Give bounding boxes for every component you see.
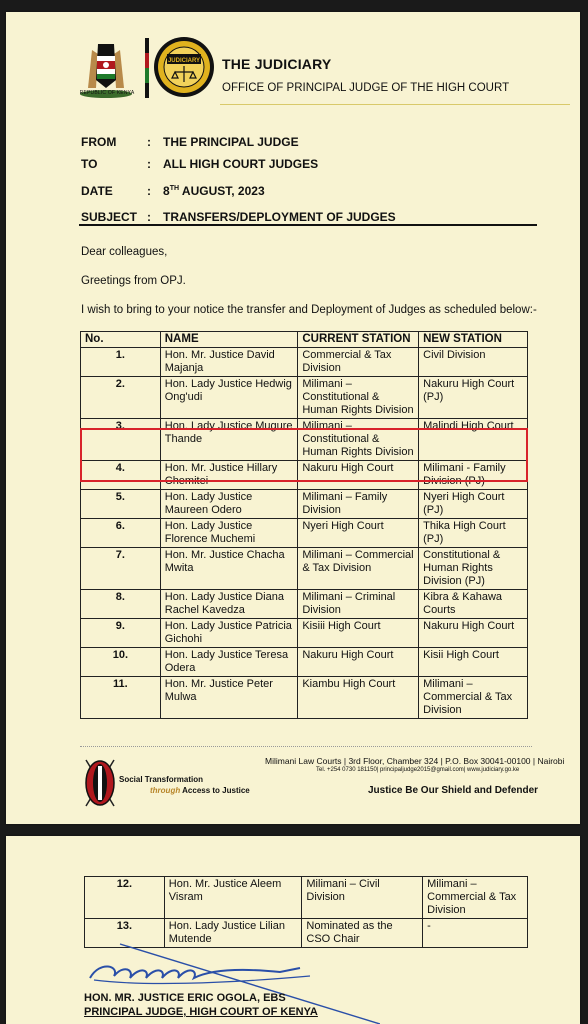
footer-contact: Tel. +254 0730 181150| principaljudge2015@gmail.com| www.judiciary.go.ke: [316, 767, 520, 773]
cell-name: Hon. Mr. Justice Chacha Mwita: [160, 548, 298, 590]
kenya-flag-stripes: [145, 38, 149, 98]
cell-name: Hon. Lady Justice Hedwig Ong'udi: [160, 377, 298, 419]
cell-current-station: Milimani – Constitutional & Human Rights Division: [298, 419, 419, 461]
cell-current-station: Milimani – Commercial & Tax Division: [298, 548, 419, 590]
table-row: [81, 348, 528, 377]
cell-name: Hon. Lady Justice Maureen Odero: [160, 490, 298, 519]
tagline-line1: Social Transformation: [119, 775, 204, 784]
cell-name: Hon. Lady Justice Mugure Thande: [160, 419, 298, 461]
cell-new-station: -: [423, 919, 528, 948]
signatory-name: HON. MR. JUSTICE ERIC OGOLA, EBS: [84, 992, 286, 1004]
to-colon: :: [147, 157, 151, 171]
judiciary-seal-icon: [153, 36, 215, 98]
footer-motto: Justice Be Our Shield and Defender: [368, 785, 539, 796]
header-current-station: CURRENT STATION: [298, 332, 419, 348]
cell-new-station: Milimani – Commercial & Tax Division: [419, 677, 528, 719]
cell-no: 11.: [81, 677, 161, 719]
cell-current-station: Milimani – Criminal Division: [298, 590, 419, 619]
cell-current-station: Kisiii High Court: [298, 619, 419, 648]
cell-no: 6.: [81, 519, 161, 548]
cell-name: Hon. Lady Justice Patricia Gichohi: [160, 619, 298, 648]
cell-new-station: Nakuru High Court (PJ): [419, 377, 528, 419]
cell-no: 12.: [85, 877, 165, 919]
date-day: 8: [163, 184, 170, 198]
cell-new-station: Nyeri High Court (PJ): [419, 490, 528, 519]
table-row: [81, 490, 528, 519]
cell-no: 4.: [81, 461, 161, 490]
cell-no: 1.: [81, 348, 161, 377]
date-value: [163, 184, 265, 198]
footer-rule: [80, 746, 532, 747]
cell-no: 3.: [81, 419, 161, 461]
from-label: FROM: [81, 135, 117, 149]
cell-no: 9.: [81, 619, 161, 648]
cell-no: 2.: [81, 377, 161, 419]
header-rule: [220, 104, 570, 105]
seal-text: JUDICIARY: [167, 58, 201, 64]
salutation: Dear colleagues,: [81, 246, 168, 258]
cell-current-station: Milimani – Constitutional & Human Rights Division: [298, 377, 419, 419]
table-header-row: [81, 332, 528, 348]
subject-rule: [79, 224, 537, 226]
tagline-through: through: [150, 786, 181, 795]
tagline-access: Access to Justice: [180, 786, 250, 795]
cell-current-station: Nominated as the CSO Chair: [302, 919, 423, 948]
cell-new-station: Nakuru High Court: [419, 619, 528, 648]
cell-name: Hon. Lady Justice Florence Muchemi: [160, 519, 298, 548]
cell-name: Hon. Lady Justice Diana Rachel Kavedza: [160, 590, 298, 619]
shield-spears-icon: [82, 756, 118, 810]
cell-current-station: Nyeri High Court: [298, 519, 419, 548]
header-title: THE JUDICIARY: [222, 56, 332, 72]
cell-new-station: Constitutional & Human Rights Division (PJ): [419, 548, 528, 590]
to-value: ALL HIGH COURT JUDGES: [163, 157, 319, 171]
cell-no: 8.: [81, 590, 161, 619]
cell-no: 5.: [81, 490, 161, 519]
cell-new-station: Kibra & Kahawa Courts: [419, 590, 528, 619]
header-no: No.: [81, 332, 161, 348]
from-value: THE PRINCIPAL JUDGE: [163, 135, 299, 149]
table-row: [81, 377, 528, 419]
signatory-title: PRINCIPAL JUDGE, HIGH COURT OF KENYA: [84, 1006, 318, 1018]
cell-no: 7.: [81, 548, 161, 590]
cell-current-station: Nakuru High Court: [298, 648, 419, 677]
cell-no: 10.: [81, 648, 161, 677]
from-colon: :: [147, 135, 151, 149]
kenya-coat-of-arms-icon: [78, 36, 134, 98]
cell-current-station: Milimani – Civil Division: [302, 877, 423, 919]
cell-new-station: Milimani - Family Division (PJ): [419, 461, 528, 490]
date-suffix: TH: [169, 185, 180, 192]
cell-name: Hon. Lady Justice Lilian Mutende: [164, 919, 302, 948]
to-label: TO: [81, 157, 98, 171]
cell-new-station: Milimani – Commercial & Tax Division: [423, 877, 528, 919]
cell-name: Hon. Lady Justice Teresa Odera: [160, 648, 298, 677]
header-office: OFFICE OF PRINCIPAL JUDGE OF THE HIGH COURT: [222, 82, 510, 94]
cell-current-station: Kiambu High Court: [298, 677, 419, 719]
subject-colon: :: [147, 210, 151, 224]
cell-new-station: Thika High Court (PJ): [419, 519, 528, 548]
footer-address: Milimani Law Courts | 3rd Floor, Chamber 324 | P.O. Box 30041-00100 | Nairobi: [265, 756, 565, 766]
cell-new-station: Civil Division: [419, 348, 528, 377]
cell-new-station: Malindi High Court: [419, 419, 528, 461]
date-label: DATE: [81, 184, 113, 198]
cell-new-station: Kisii High Court: [419, 648, 528, 677]
cell-name: Hon. Mr. Justice Peter Mulwa: [160, 677, 298, 719]
tagline-line2: [150, 786, 250, 795]
crest-label: REPUBLIC OF KENYA: [79, 90, 135, 96]
transfers-table-continued: [84, 876, 528, 948]
transfers-table: [80, 331, 528, 719]
table-row: [81, 619, 528, 648]
table-row: [81, 548, 528, 590]
cell-name: Hon. Mr. Justice Hillary Chemitei: [160, 461, 298, 490]
cell-current-station: Nakuru High Court: [298, 461, 419, 490]
cell-name: Hon. Mr. Justice Aleem Visram: [164, 877, 302, 919]
cell-name: Hon. Mr. Justice David Majanja: [160, 348, 298, 377]
cell-no: 13.: [85, 919, 165, 948]
table-row: [81, 590, 528, 619]
date-colon: :: [147, 184, 151, 198]
intro-text: I wish to bring to your notice the transfer and Deployment of Judges as scheduled below:-: [81, 304, 537, 316]
table-row: [81, 677, 528, 719]
highlight-box: [80, 428, 528, 482]
cell-current-station: Milimani – Family Division: [298, 490, 419, 519]
table-row: [85, 877, 528, 919]
subject-value: TRANSFERS/DEPLOYMENT OF JUDGES: [163, 210, 396, 224]
greeting: Greetings from OPJ.: [81, 275, 186, 287]
subject-label: SUBJECT: [81, 210, 138, 224]
header-name: NAME: [160, 332, 298, 348]
table-row: [81, 648, 528, 677]
table-row: [81, 519, 528, 548]
cell-current-station: Commercial & Tax Division: [298, 348, 419, 377]
date-month-year: AUGUST, 2023: [179, 184, 265, 198]
header-new-station: NEW STATION: [419, 332, 528, 348]
